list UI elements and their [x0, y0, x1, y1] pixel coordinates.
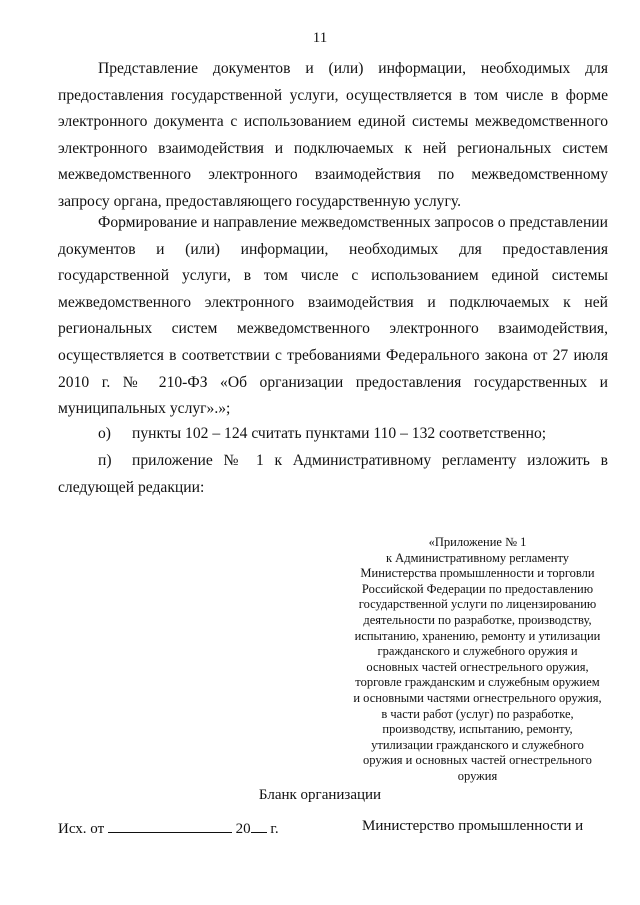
appendix-line: гражданского и служебного оружия и — [377, 644, 578, 659]
list-item-p — [58, 448, 608, 501]
reference-year: 20 — [235, 821, 251, 837]
appendix-line: к Административному регламенту — [385, 550, 569, 565]
appendix-line: Министерства промышленности и торговли — [360, 566, 595, 581]
appendix-line: оружия и основных частей огнестрельного — [363, 753, 592, 768]
appendix-line: «Приложение № 1 — [428, 535, 527, 549]
appendix-line: и основными частями огнестрельного оружия, — [353, 690, 602, 705]
organization-letterhead-title: Бланк организации — [258, 787, 382, 803]
appendix-line: деятельности по разработке, производству, — [363, 612, 592, 627]
year-blank-line — [251, 818, 267, 833]
appendix-line: оружия — [457, 768, 498, 783]
list-item-text: приложение № 1 к Административному регламенту изложить в следующей редакции: — [58, 452, 608, 496]
appendix-header — [340, 535, 615, 785]
recipient-line: Министерство промышленности и — [362, 818, 584, 834]
list-item-letter: о) — [98, 425, 111, 442]
appendix-line: утилизации гражданского и служебного — [371, 737, 584, 752]
outgoing-reference — [58, 818, 279, 838]
appendix-line: производству, испытанию, ремонту, — [382, 722, 573, 737]
appendix-line: государственной услуги по лицензированию — [358, 597, 597, 612]
appendix-line: основных частей огнестрельного оружия, — [366, 659, 589, 674]
reference-prefix: Исх. от — [58, 821, 105, 837]
paragraph-electronic-documents: Представление документов и (или) информации, необходимых для предоставления государственной услуги, осуществляется в том числе в форме электронного документа с использованием единой системы межведомственного электронного взаимодействия и подключаемых к ней региональных систем межведомственного электронного взаимодействия по межведомственному запросу органа, предоставляющего государственную услугу. — [58, 60, 608, 210]
paragraph-interdepartmental-requests: Формирование и направление межведомственных запросов о представлении документов и (или) информации, необходимых для предоставления государственной услуги, в том числе с использованием единой системы межведомственного электронного взаимодействия и подключаемых к ней региональных систем межведомственного электронного взаимодействия, осуществляется в соответствии с требованиями Федерального закона от 27 июля 2010 г. № 210-ФЗ «Об организации предоставления государственных и муниципальных услуг».»; — [58, 214, 608, 418]
appendix-line: торговле гражданским и служебным оружием — [355, 675, 600, 690]
appendix-line: в части работ (услуг) по разработке, — [381, 706, 574, 721]
list-item-o — [58, 421, 608, 448]
appendix-line: испытанию, хранению, ремонту и утилизации — [354, 628, 601, 643]
page-number: 11 — [312, 30, 328, 46]
list-item-letter: п) — [98, 452, 112, 469]
list-item-text: пункты 102 – 124 считать пунктами 110 – 132 соответственно; — [132, 425, 547, 442]
date-blank-line — [108, 818, 232, 833]
reference-suffix: г. — [270, 821, 279, 837]
appendix-line: Российской Федерации по предоставлению — [361, 581, 594, 596]
